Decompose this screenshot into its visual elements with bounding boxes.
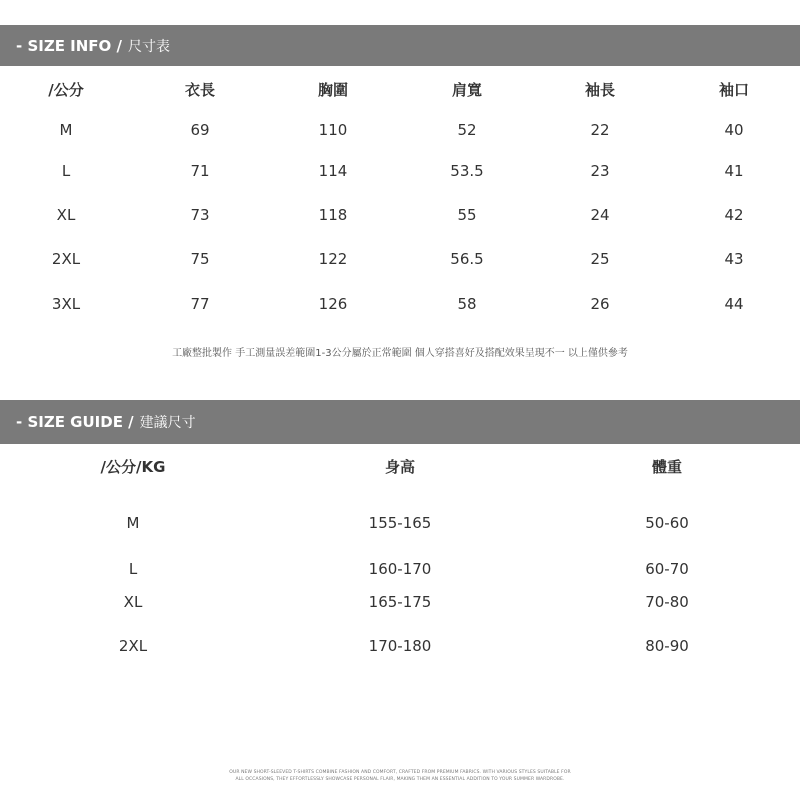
table-row (0, 634, 800, 658)
table-cell: 126 (318, 295, 348, 313)
table-cell: 122 (318, 250, 348, 268)
table-cell: 155-165 (368, 514, 432, 532)
table-row (0, 159, 800, 183)
table-cell: 44 (724, 295, 744, 313)
size-info-header-bar (0, 25, 800, 66)
footer-line: ALL OCCASIONS, THEY EFFORTLESSLY SHOWCASE PERSONAL FLAIR, MAKING THEM AN ESSENTIAL ADDITION TO YOUR SUMMER WARDROBE. (235, 777, 565, 782)
table-cell: 77 (190, 295, 210, 313)
table-cell: XL (56, 206, 76, 224)
table-row (0, 247, 800, 271)
column-header: 身高 (384, 458, 415, 476)
table-cell: 50-60 (645, 514, 689, 532)
column-header: 體重 (651, 458, 682, 476)
table-cell: 40 (724, 121, 744, 139)
table-cell: 60-70 (645, 560, 689, 578)
size-info-subtitle: 尺寸表 (128, 38, 171, 55)
measurement-note: 工廠整批製作 手工測量誤差範圍1-3公分屬於正常範圍 個人穿搭喜好及搭配效果呈現不一 以上僅供參考 (172, 348, 628, 359)
table-cell: M (126, 514, 140, 532)
table-cell: 25 (590, 250, 610, 268)
table-cell: L (128, 560, 138, 578)
table-cell: 58 (457, 295, 477, 313)
size-info-title: - SIZE INFO / (16, 36, 123, 55)
table-cell: 24 (590, 206, 610, 224)
table-cell: L (61, 162, 71, 180)
table-cell: 110 (318, 121, 348, 139)
footer-fine-print (200, 769, 600, 783)
table-cell: M (59, 121, 73, 139)
table-cell: 43 (724, 250, 744, 268)
table-row (0, 203, 800, 227)
table-cell: 118 (318, 206, 348, 224)
table-cell: 160-170 (368, 560, 432, 578)
table-row (0, 557, 800, 581)
table-cell: 41 (724, 162, 744, 180)
size-guide-subtitle: 建議尺寸 (139, 415, 196, 431)
column-header: 袖口 (718, 81, 749, 99)
table-cell: 165-175 (368, 593, 432, 611)
table-cell: 70-80 (645, 593, 689, 611)
column-header: /公分/KG (100, 458, 166, 476)
table-cell: 23 (590, 162, 610, 180)
column-header: /公分 (48, 81, 84, 99)
table-cell: 56.5 (450, 250, 484, 268)
table-cell: 2XL (51, 250, 81, 268)
column-header: 胸圍 (317, 81, 348, 99)
size-guide-header-bar (0, 400, 800, 444)
column-header: 衣長 (184, 81, 215, 99)
table-cell: 80-90 (645, 637, 689, 655)
table-cell: 2XL (118, 637, 148, 655)
column-header: 袖長 (584, 81, 615, 99)
table-cell: 26 (590, 295, 610, 313)
footer-line: OUR NEW SHORT-SLEEVED T-SHIRTS COMBINE FASHION AND COMFORT, CRAFTED FROM PREMIUM FABRICS. WITH VARIOUS STYLES SUITABLE FOR (229, 770, 571, 775)
table-row (0, 511, 800, 535)
column-header: 肩寬 (451, 81, 482, 99)
table-cell: 75 (190, 250, 210, 268)
size-guide-title: - SIZE GUIDE / (16, 413, 134, 431)
table-row (0, 590, 800, 614)
table-cell: 53.5 (450, 162, 484, 180)
table-cell: 170-180 (368, 637, 432, 655)
table-cell: XL (123, 593, 143, 611)
table-cell: 3XL (51, 295, 81, 313)
table-cell: 73 (190, 206, 210, 224)
table-cell: 42 (724, 206, 744, 224)
size-info-header-row (0, 78, 800, 102)
size-guide-header-row (0, 455, 800, 479)
table-cell: 55 (457, 206, 477, 224)
table-cell: 69 (190, 121, 210, 139)
table-cell: 52 (457, 121, 477, 139)
table-row (0, 292, 800, 316)
table-cell: 114 (318, 162, 348, 180)
table-row (0, 118, 800, 142)
table-cell: 22 (590, 121, 610, 139)
table-cell: 71 (190, 162, 210, 180)
